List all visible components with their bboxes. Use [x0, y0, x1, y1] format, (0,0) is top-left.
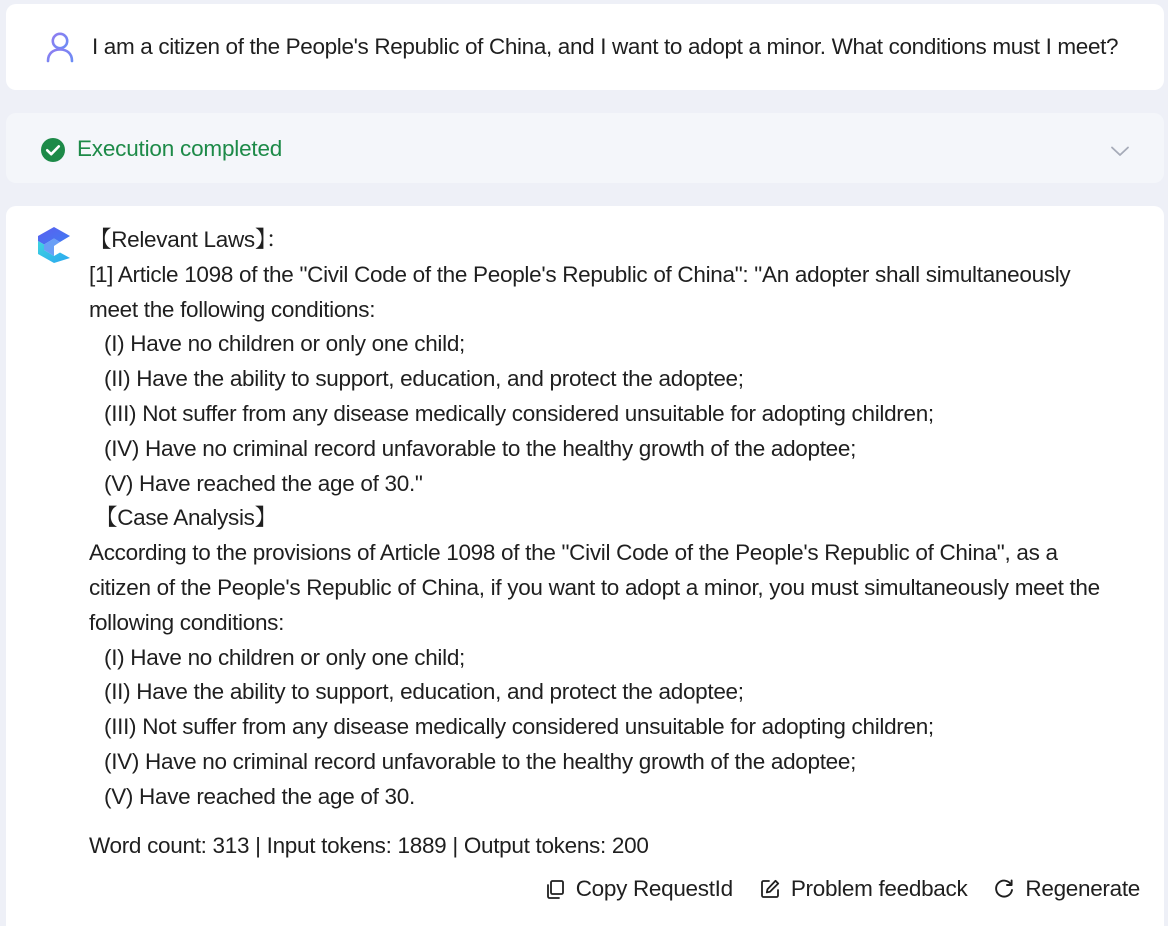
analysis-line: following conditions: [89, 609, 285, 635]
law-condition-item: (III) Not suffer from any disease medically considered unsuitable for adopting children; [104, 400, 934, 426]
chevron-down-icon[interactable] [1109, 140, 1131, 162]
user-question-text: I am a citizen of the People's Republic of China, and I want to adopt a minor. What conditions must I meet? [92, 34, 1119, 59]
analysis-condition-item: (II) Have the ability to support, education, and protect the adoptee; [104, 679, 744, 705]
law-citation-line: [1] Article 1098 of the "Civil Code of the People's Republic of China": "An adopter shall simultaneously [89, 261, 1071, 287]
analysis-line: citizen of the People's Republic of China, if you want to adopt a minor, you must simultaneously meet the [89, 574, 1100, 600]
copy-icon [544, 878, 566, 900]
law-condition-item: (II) Have the ability to support, education, and protect the adoptee; [104, 366, 744, 392]
user-icon [44, 31, 76, 63]
case-analysis-heading: 【Case Analysis】 [95, 505, 277, 531]
token-stats: Word count: 313 | Input tokens: 1889 | Output tokens: 200 [89, 833, 649, 858]
relevant-laws-heading: 【Relevant Laws】： [89, 227, 289, 252]
law-condition-item: (I) Have no children or only one child; [104, 331, 465, 357]
answer-actions [544, 873, 1140, 905]
execution-status-bar[interactable] [6, 113, 1164, 183]
analysis-condition-item: (V) Have reached the age of 30. [104, 783, 415, 809]
assistant-answer-card [6, 206, 1164, 926]
analysis-condition-item: (IV) Have no criminal record unfavorable to the healthy growth of the adoptee; [104, 748, 857, 774]
user-question-card [6, 4, 1164, 90]
refresh-icon [993, 878, 1015, 900]
problem-feedback-label: Problem feedback [790, 876, 968, 901]
copy-requestid-label: Copy RequestId [575, 876, 733, 901]
regenerate-label: Regenerate [1025, 876, 1140, 901]
copy-requestid-button[interactable] [544, 873, 733, 905]
analysis-condition-item: (I) Have no children or only one child; [104, 644, 465, 670]
law-condition-item: (IV) Have no criminal record unfavorable to the healthy growth of the adoptee; [104, 435, 857, 461]
analysis-line: According to the provisions of Article 1098 of the "Civil Code of the People's Republic of China", as a [89, 540, 1058, 566]
edit-icon [759, 878, 781, 900]
answer-text [89, 223, 1159, 815]
law-citation-line: meet the following conditions: [89, 296, 376, 322]
regenerate-button[interactable] [993, 873, 1140, 905]
assistant-logo-icon [36, 225, 72, 265]
problem-feedback-button[interactable] [759, 873, 968, 905]
check-circle-icon [40, 137, 66, 163]
execution-status-text: Execution completed [77, 136, 283, 161]
analysis-condition-item: (III) Not suffer from any disease medically considered unsuitable for adopting children; [104, 714, 934, 740]
law-condition-item: (V) Have reached the age of 30." [104, 470, 423, 496]
